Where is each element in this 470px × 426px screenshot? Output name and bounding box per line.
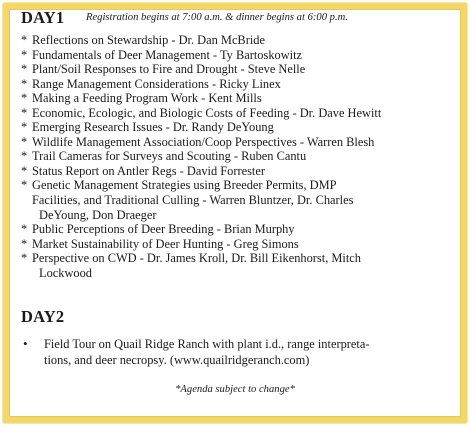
agenda-item — [21, 33, 461, 48]
day1-heading: DAY1 — [21, 8, 65, 27]
registration-note: Registration begins at 7:00 a.m. & dinner begins at 6:00 p.m. — [86, 12, 348, 23]
star-bullet-icon: * — [21, 91, 28, 106]
agenda-item-text: Perspective on CWD - Dr. James Kroll, Dr. Bill Eikenhorst, Mitch — [32, 251, 361, 266]
agenda-item — [21, 120, 461, 135]
agenda-item — [21, 237, 461, 252]
star-bullet-icon: * — [21, 163, 28, 178]
agenda-item-text-cont: Facilities, and Traditional Culling - Warren Bluntzer, Dr. Charles — [32, 193, 354, 208]
agenda-item-text: Wildlife Management Association/Coop Perspectives - Warren Blesh — [32, 134, 375, 149]
agenda-item — [21, 77, 461, 92]
agenda-footnote: *Agenda subject to change* — [175, 384, 295, 395]
agenda-item-text: Emerging Research Issues - Dr. Randy DeYoung — [32, 120, 274, 135]
agenda-item — [21, 106, 461, 121]
agenda-item-text: Reflections on Stewardship - Dr. Dan McBride — [32, 33, 265, 47]
agenda-item-text: Trail Cameras for Surveys and Scouting - Ruben Cantu — [32, 149, 307, 164]
agenda-item-text: Genetic Management Strategies using Breeder Permits, DMP — [32, 178, 337, 193]
star-bullet-icon: * — [21, 236, 28, 251]
star-bullet-icon: * — [21, 47, 28, 62]
agenda-item — [21, 178, 461, 222]
agenda-item — [21, 48, 461, 63]
star-bullet-icon: * — [21, 62, 28, 77]
star-bullet-icon: * — [21, 120, 28, 135]
day2-heading: DAY2 — [21, 307, 65, 326]
star-bullet-icon: * — [21, 76, 28, 91]
star-bullet-icon: * — [21, 149, 28, 164]
star-bullet-icon: * — [21, 178, 28, 193]
agenda-item — [21, 62, 461, 77]
star-bullet-icon: * — [21, 251, 28, 266]
agenda-item — [21, 135, 461, 150]
agenda-item — [21, 222, 461, 237]
agenda-item — [21, 91, 461, 106]
agenda-item-text: Market Sustainability of Deer Hunting - Greg Simons — [32, 236, 299, 251]
agenda-item-text: Making a Feeding Program Work - Kent Mills — [32, 91, 262, 106]
day2-agenda-item — [21, 336, 461, 368]
agenda-item-text: Range Management Considerations - Ricky Linex — [32, 76, 281, 91]
agenda-item-text: Status Report on Antler Regs - David Forrester — [32, 163, 265, 178]
star-bullet-icon: * — [21, 222, 28, 237]
bullet-icon: • — [23, 336, 28, 351]
agenda-item — [21, 164, 461, 179]
day2-item-text: Field Tour on Quail Ridge Ranch with plant i.d., range interpreta- — [44, 337, 370, 351]
agenda-item-text: Fundamentals of Deer Management - Ty Bartoskowitz — [32, 47, 303, 62]
agenda-item — [21, 149, 461, 164]
day2-item-text-cont: tions, and deer necropsy. (www.quailridgeranch.com) — [44, 353, 310, 367]
agenda-item — [21, 251, 461, 280]
agenda-item-text: Economic, Ecologic, and Biologic Costs of Feeding - Dr. Dave Hewitt — [32, 105, 382, 120]
star-bullet-icon: * — [21, 105, 28, 120]
agenda-item-text-cont: DeYoung, Don Draeger — [39, 207, 157, 222]
agenda-item-text-cont: Lockwood — [39, 265, 92, 280]
agenda-item-text: Plant/Soil Responses to Fire and Drought - Steve Nelle — [32, 62, 306, 77]
star-bullet-icon: * — [21, 134, 28, 149]
day1-agenda-list — [21, 33, 461, 280]
agenda-item-text: Public Perceptions of Deer Breeding - Brian Murphy — [32, 222, 295, 237]
star-bullet-icon: * — [21, 33, 28, 47]
